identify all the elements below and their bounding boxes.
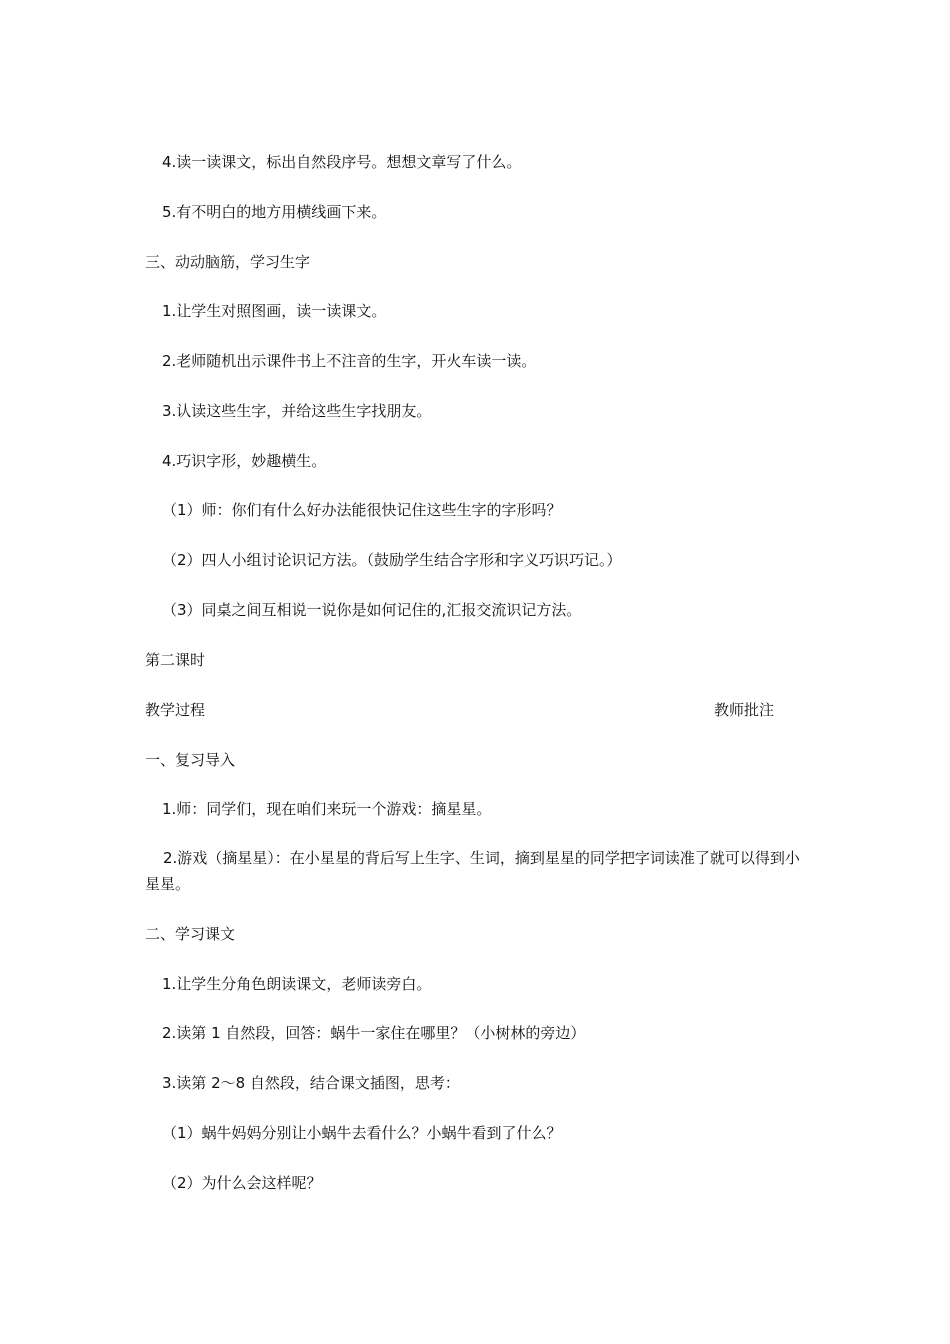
section-heading-3: 三、动动脑筋，学习生字 (145, 253, 311, 271)
step-read-paragraphs: 4.读一读课文，标出自然段序号。想想文章写了什么。 (162, 153, 522, 171)
question-2: （2）为什么会这样呢？ (162, 1174, 322, 1192)
step-paragraph-1: 2.读第 1 自然段，回答：蜗牛一家住在哪里？（小树林的旁边） (162, 1024, 586, 1042)
step-train-reading: 2.老师随机出示课件书上不注音的生字，开火车读一读。 (162, 352, 537, 370)
step-paragraphs-2-8: 3.读第 2～8 自然段，结合课文插图，思考： (162, 1074, 460, 1092)
step-underline-unclear: 5.有不明白的地方用横线画下来。 (162, 203, 387, 221)
section-heading-study: 二、学习课文 (145, 925, 236, 943)
sub-step-3: （3）同桌之间互相说一说你是如何记住的,汇报交流识记方法。 (162, 601, 582, 619)
step-character-shapes: 4.巧识字形，妙趣横生。 (162, 452, 327, 470)
step-read-with-pictures: 1.让学生对照图画，读一读课文。 (162, 302, 387, 320)
step-game-intro: 1.师：同学们，现在咱们来玩一个游戏：摘星星。 (162, 800, 492, 818)
step-role-reading: 1.让学生分角色朗读课文，老师读旁白。 (162, 975, 432, 993)
step-recognize-characters: 3.认读这些生字，并给这些生字找朋友。 (162, 402, 432, 420)
sub-step-1: （1）师：你们有什么好办法能很快记住这些生字的字形吗？ (162, 501, 562, 519)
step-game-description: 2.游戏（摘星星）：在小星星的背后写上生字、生词，摘到星星的同学把字词读准了就可以得到小星星。 (145, 849, 800, 893)
teaching-process-label: 教学过程 (145, 701, 206, 719)
lesson-two-heading: 第二课时 (145, 651, 206, 669)
section-heading-review: 一、复习导入 (145, 751, 236, 769)
question-1: （1）蜗牛妈妈分别让小蜗牛去看什么？小蜗牛看到了什么？ (162, 1124, 562, 1142)
sub-step-2: （2）四人小组讨论识记方法。（鼓励学生结合字形和字义巧识巧记。） (162, 551, 622, 569)
teacher-notes-label: 教师批注 (714, 701, 775, 719)
